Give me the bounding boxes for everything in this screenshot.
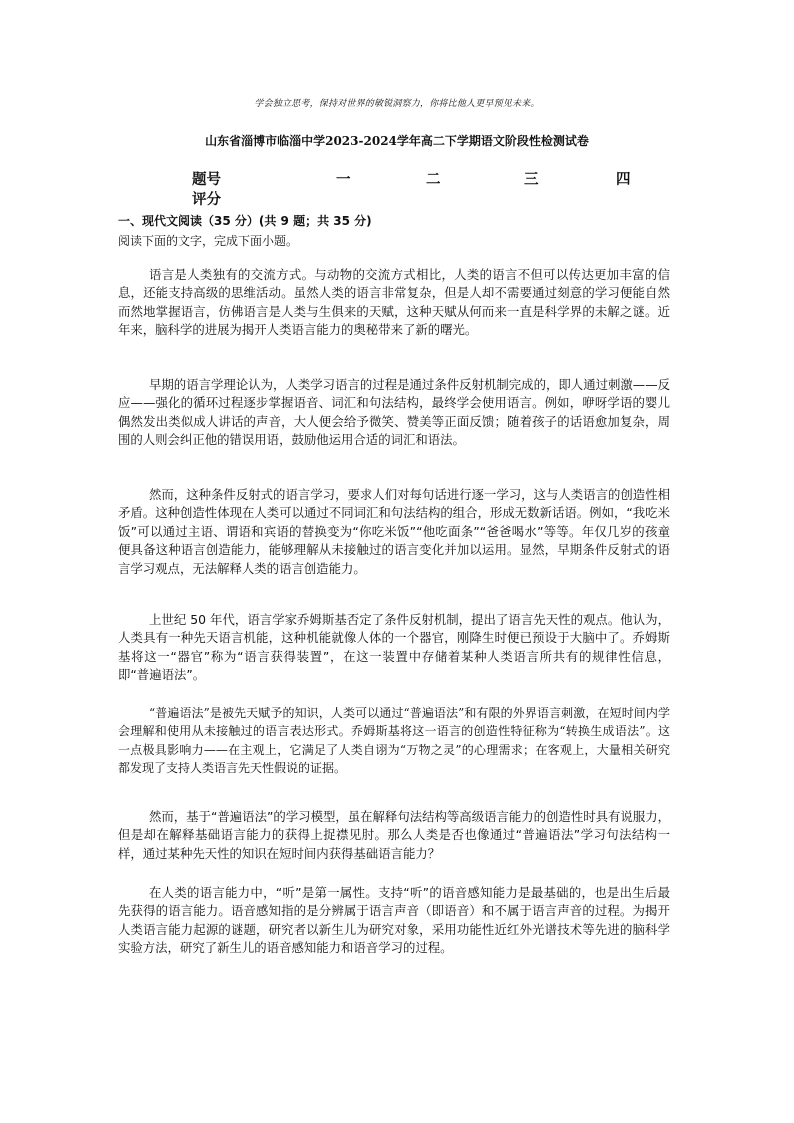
section-instruction: 阅读下面的文字，完成下面小题。 [118,234,299,248]
paragraph-2: 早期的语言学理论认为，人类学习语言的过程是通过条件反射机制完成的，即人通过刺激——反应——强化的循环过程逐步掌握语音、词汇和句法结构，最终学会使用语言。例如，咿呀学语的婴儿偶然发出类似成人讲话的声音，大人便会给予微笑、赞美等正面反馈；随着孩子的话语愈加复杂，周围的人则会纠正他的错误用语，鼓励他运用合适的词汇和语法。 [118,377,670,448]
column-header-2: 二 [426,171,441,188]
exam-title: 山东省淄博市临淄中学2023-2024学年高二下学期语文阶段性检测试卷 [205,134,589,148]
section-heading: 一、现代文阅读（35 分）(共 9 题；共 35 分) [118,214,372,228]
paragraph-4: 上世纪 50 年代，语言学家乔姆斯基否定了条件反射机制，提出了语言先天性的观点。他认为，人类具有一种先天语言机能，这种机能就像人体的一个器官，刚降生时便已预设于大脑中了。乔姆斯基将这一“器官”称为“语言获得装置”，在这一装置中存储着某种人类语言所共有的规律性信息，即“普遍语法”。 [118,612,670,683]
paragraph-6: 然而，基于“普遍语法”的学习模型，虽在解释句法结构等高级语言能力的创造性时具有说服力，但是却在解释基础语言能力的获得上捉襟见肘。那么人类是否也像通过“普遍语法”学习句法结构一样，通过某种先天性的知识在短时间内获得基础语言能力？ [118,809,670,861]
score-table [192,168,642,208]
label-score: 评分 [192,191,221,208]
motto: 学会独立思考，保持对世界的敏锐洞察力，你将比他人更早预见未来。 [254,99,540,109]
column-header-4: 四 [616,171,631,188]
paragraph-5: “普遍语法”是被先天赋予的知识，人类可以通过“普遍语法”和有限的外界语言刺激，在短时间内学会理解和使用从未接触过的语言表达形式。乔姆斯基将这一语言的创造性特征称为“转换生成语法”。这一点极具影响力——在主观上，它满足了人类自诩为“万物之灵”的心理需求；在客观上，大量相关研究都发现了支持人类语言先天性假说的证据。 [118,706,670,776]
paragraph-7: 在人类的语言能力中，“听”是第一属性。支持“听”的语音感知能力是最基础的，也是出生后最先获得的语言能力。语音感知指的是分辨属于语言声音（即语音）和不属于语言声音的过程。为揭开人类语言能力起源的谜题，研究者以新生儿为研究对象，采用功能性近红外光谱技术等先进的脑科学实验方法，研究了新生儿的语音感知能力和语音学习的过程。 [118,885,670,956]
score-row-number [192,168,642,188]
label-question-number: 题号 [192,171,221,188]
score-row-score [192,188,642,208]
paragraph-3: 然而，这种条件反射式的语言学习，要求人们对每句话进行逐一学习，这与人类语言的创造性相矛盾。这种创造性体现在人类可以通过不同词汇和句法结构的组合，形成无数新话语。例如，“我吃米饭”可以通过主语、谓语和宾语的替换变为“你吃米饭”“他吃面条”“爸爸喝水”等等。年仅几岁的孩童便具备这种语言创造能力，能够理解从未接触过的语言变化并加以运用。显然，早期条件反射式的语言学习观点，无法解释人类的语言创造能力。 [118,487,670,576]
paragraph-1: 语言是人类独有的交流方式。与动物的交流方式相比，人类的语言不但可以传达更加丰富的信息，还能支持高级的思维活动。虽然人类的语言非常复杂，但是人却不需要通过刻意的学习便能自然而然地掌握语言，仿佛语言是人类与生俱来的天赋，这种天赋从何而来一直是科学界的未解之谜。近年来，脑科学的进展为揭开人类语言能力的奥秘带来了新的曙光。 [118,267,670,338]
column-header-1: 一 [336,171,351,188]
column-header-3: 三 [524,171,539,188]
